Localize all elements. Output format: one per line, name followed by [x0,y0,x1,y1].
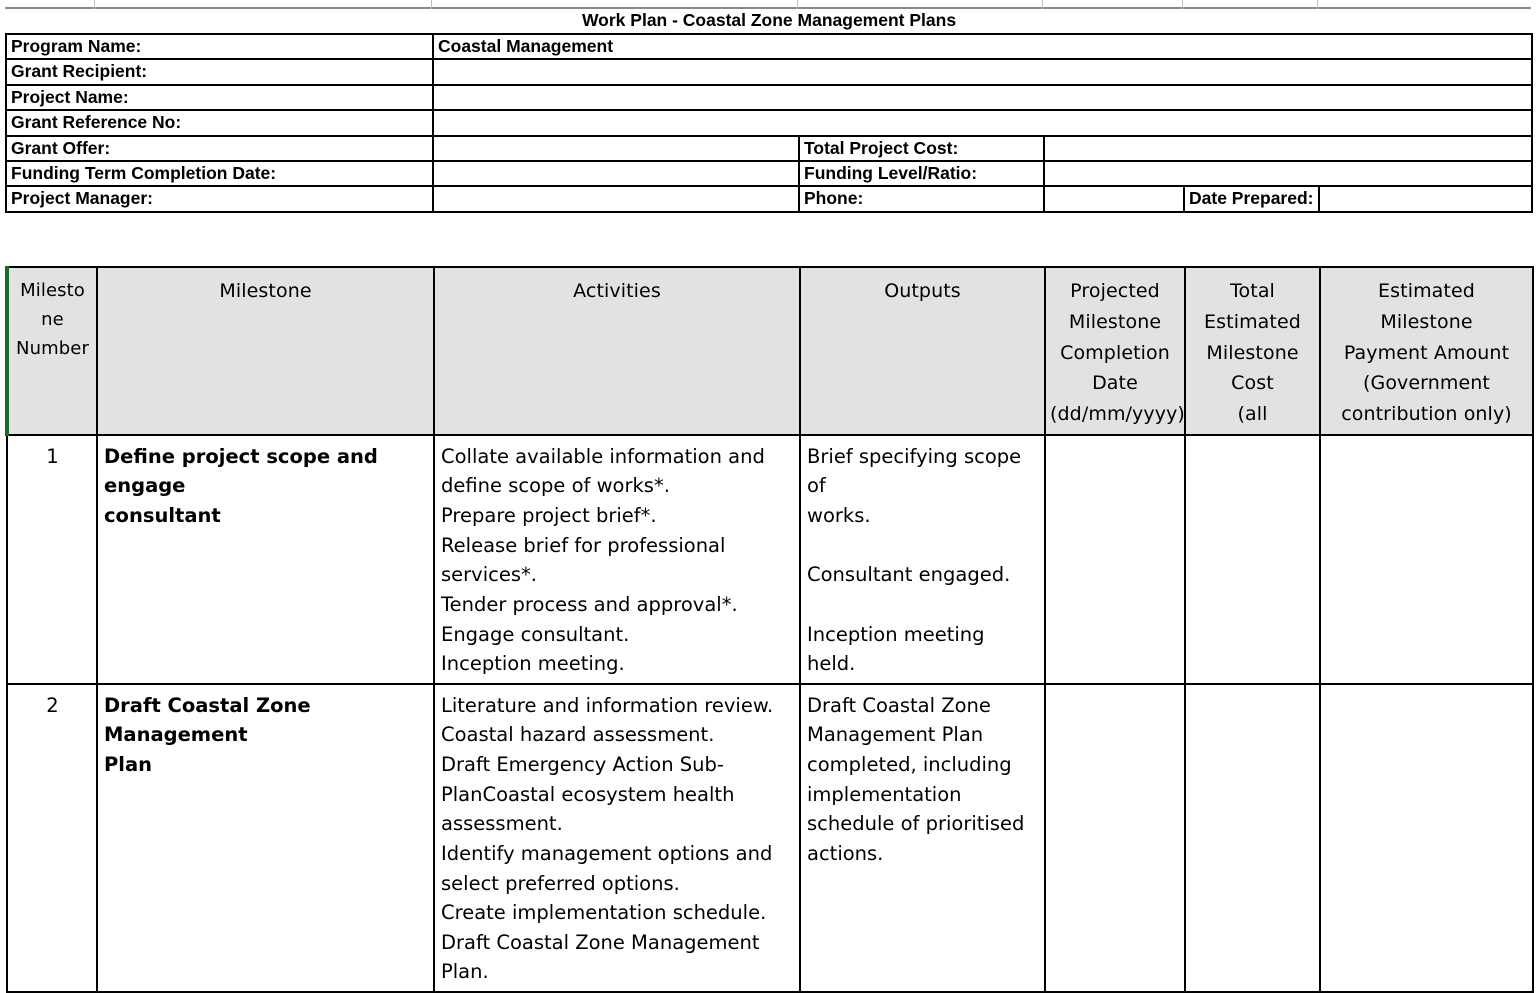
text-line: completed, including [807,753,1012,777]
header-line: Total [1230,280,1275,302]
text-line: Draft Coastal Zone Management [104,693,311,747]
text-line: Draft Coastal Zone [807,693,991,717]
value-funding-level-ratio[interactable] [1044,161,1532,186]
text-line-blank [807,590,1039,620]
text-line: Brief specifying scope of [807,444,1022,498]
clipped-cell [1043,0,1183,9]
header-line: Outputs [884,280,961,302]
value-date-prepared[interactable] [1319,186,1532,211]
cell-payment-amount[interactable] [1320,435,1533,684]
text-line: Prepare project brief*. [441,504,657,528]
text-line: consultant [104,504,221,528]
cell-activities[interactable] [434,684,800,992]
text-line: schedule of prioritised [807,812,1025,836]
text-line: Inception meeting held. [807,622,985,676]
header-line: ne [41,309,64,331]
text-line: Inception meeting. [441,652,625,676]
column-header-milestone-number[interactable] [7,267,97,435]
title-row [6,9,1532,34]
cell-total-cost[interactable] [1185,435,1320,684]
header-line: Estimated [1204,310,1301,333]
column-header-total-estimated-milestone-cost[interactable] [1185,267,1320,435]
value-phone[interactable] [1044,186,1184,211]
text-line: Draft Coastal Zone Management [441,930,760,954]
table-row [7,435,1533,684]
header-line: Payment Amount [1343,341,1510,364]
clipped-cell [798,0,1043,9]
text-line: select preferred options. [441,871,680,895]
label-project-manager: Project Manager: [6,186,433,211]
text-line: Tender process and approval*. [441,592,738,616]
milestone-table [5,266,1534,993]
cell-outputs[interactable] [800,684,1045,992]
label-project-name: Project Name: [6,85,433,110]
column-header-projected-milestone-completion-date[interactable] [1045,267,1185,435]
header-line: (dd/mm/yyyy) [1050,403,1185,426]
text-line: Collate available information and [441,444,765,468]
label-total-project-cost: Total Project Cost: [799,136,1044,161]
header-line: (Government [1362,372,1490,395]
header-line: Estimated [1378,280,1475,302]
text-line: Consultant engaged. [807,563,1011,587]
value-grant-offer[interactable] [433,136,799,161]
column-header-outputs[interactable] [800,267,1045,435]
header-line: Date [1092,372,1138,395]
column-header-estimated-milestone-payment-amount[interactable] [1320,267,1533,435]
cell-projected-date[interactable] [1045,684,1185,992]
label-grant-recipient: Grant Recipient: [6,59,433,84]
column-header-activities[interactable] [434,267,800,435]
text-line: assessment. [441,812,563,836]
table-row [7,684,1533,992]
cell-projected-date[interactable] [1045,435,1185,684]
page-title: Work Plan - Coastal Zone Management Plans [6,9,1532,34]
text-line: Management Plan [807,723,984,747]
value-grant-recipient[interactable] [433,59,1532,84]
text-line: Plan. [441,960,489,984]
text-line: Plan [104,753,153,777]
milestone-grid-block [5,266,1531,993]
clipped-top-row [5,0,1531,9]
text-line: works. [807,504,871,528]
text-line: implementation [807,782,962,806]
text-line: Release brief for professional [441,533,726,557]
header-line: Completion [1060,341,1170,364]
info-row-grant-offer [6,136,1532,161]
clipped-cell [5,0,95,9]
text-line: Define project scope and engage [104,444,378,498]
label-grant-reference-no: Grant Reference No: [6,110,433,135]
header-line: Milestone [1068,310,1162,333]
text-line: Coastal hazard assessment. [441,723,715,747]
info-row-project-manager [6,186,1532,211]
text-line: Draft Emergency Action Sub- [441,753,724,777]
label-date-prepared: Date Prepared: [1184,186,1319,211]
info-row-grant-reference-no [6,110,1532,135]
column-header-milestone[interactable] [97,267,434,435]
clipped-cell [1183,0,1318,9]
work-plan-info-block [5,9,1531,213]
info-row-program-name [6,34,1532,59]
clipped-cell [432,0,798,9]
value-funding-term-completion-date[interactable] [433,161,799,186]
label-phone: Phone: [799,186,1044,211]
cell-payment-amount[interactable] [1320,684,1533,992]
header-line: Activities [573,280,661,302]
clipped-cell [95,0,432,9]
label-grant-offer: Grant Offer: [6,136,433,161]
value-project-name[interactable] [433,85,1532,110]
header-line: Number [16,338,89,360]
text-line: PlanCoastal ecosystem health [441,782,735,806]
cell-activities[interactable] [434,435,800,684]
milestone-table-header-row [7,267,1533,435]
text-line: Engage consultant. [441,622,630,646]
text-line: Create implementation schedule. [441,901,767,925]
info-row-funding-term-completion-date [6,161,1532,186]
header-line: (all [1237,403,1268,426]
cell-milestone[interactable] [97,435,434,684]
info-row-project-name [6,85,1532,110]
value-grant-reference-no[interactable] [433,110,1532,135]
header-line: Cost [1231,372,1274,395]
text-line: Literature and information review. [441,693,774,717]
label-program-name: Program Name: [6,34,433,59]
cell-milestone-number[interactable]: 1 [7,435,97,684]
header-line: Milestone [1380,310,1473,333]
text-line: Identify management options and [441,841,773,865]
cell-total-cost[interactable] [1185,684,1320,992]
info-row-grant-recipient [6,59,1532,84]
header-line: Milestone [1206,341,1299,364]
clipped-cell [1318,0,1531,9]
text-line: services*. [441,563,537,587]
label-funding-level-ratio: Funding Level/Ratio: [799,161,1044,186]
header-line: Milestone [219,280,312,302]
value-program-name[interactable]: Coastal Management [433,34,1532,59]
text-line: actions. [807,841,884,865]
value-project-manager[interactable] [433,186,799,211]
text-line: define scope of works*. [441,474,670,498]
cell-outputs[interactable] [800,435,1045,684]
text-line-blank [807,531,1039,561]
cell-milestone-number[interactable]: 2 [7,684,97,992]
header-line: Projected [1070,280,1160,302]
header-line: Milesto [20,280,85,301]
header-line: contribution only) [1341,403,1512,426]
value-total-project-cost[interactable] [1044,136,1532,161]
info-table [5,9,1533,213]
cell-milestone[interactable] [97,684,434,992]
label-funding-term-completion-date: Funding Term Completion Date: [6,161,433,186]
